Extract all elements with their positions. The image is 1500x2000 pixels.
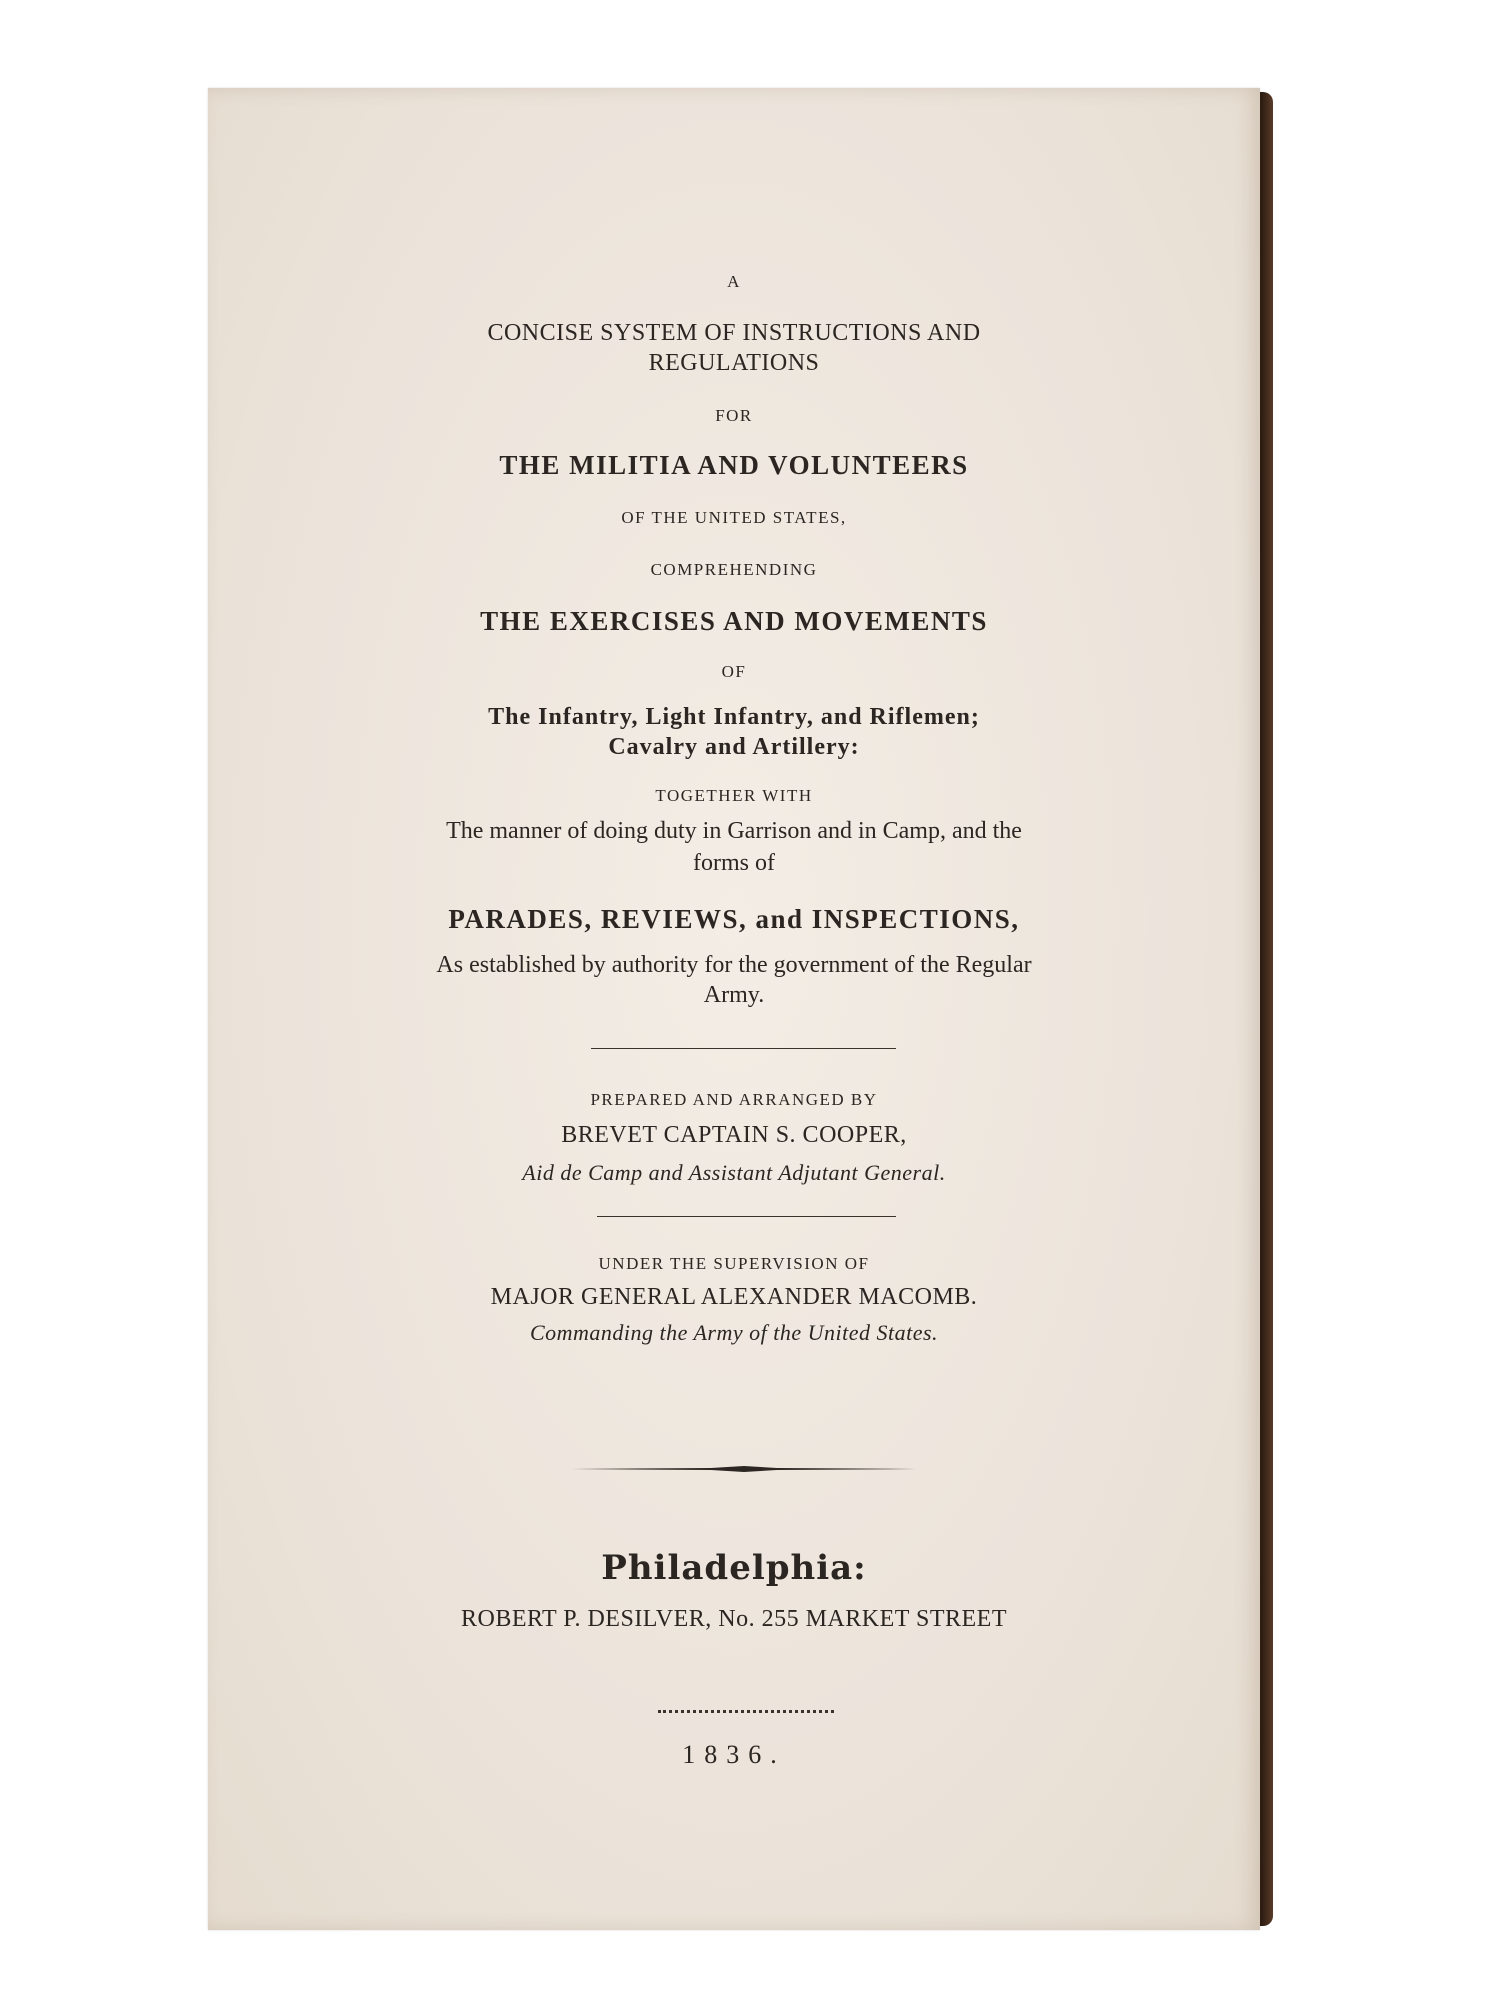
of-label: OF bbox=[721, 662, 747, 681]
of-united-states: OF THE UNITED STATES, bbox=[621, 508, 847, 527]
parades-heading: PARADES, REVIEWS, and INSPECTIONS, bbox=[448, 904, 1020, 934]
exercises-heading: THE EXERCISES AND MOVEMENTS bbox=[480, 606, 988, 636]
for-label: FOR bbox=[715, 406, 753, 425]
title-line-2: REGULATIONS bbox=[648, 350, 820, 376]
author-title: Aid de Camp and Assistant Adjutant General. bbox=[522, 1160, 946, 1185]
militia-heading: THE MILITIA AND VOLUNTEERS bbox=[499, 450, 969, 480]
together-with-label: TOGETHER WITH bbox=[655, 786, 813, 805]
title-article: A bbox=[727, 272, 741, 291]
imprint-city: Philadelphia: bbox=[601, 1548, 867, 1588]
established-line-1: As established by authority for the government of the Regular bbox=[436, 952, 1032, 978]
title-line-1: CONCISE SYSTEM OF INSTRUCTIONS AND bbox=[487, 320, 981, 346]
comprehending-label: COMPREHENDING bbox=[650, 560, 818, 579]
author-name: BREVET CAPTAIN S. COOPER, bbox=[561, 1122, 907, 1148]
title-page bbox=[208, 88, 1260, 1930]
supervisor-name: MAJOR GENERAL ALEXANDER MACOMB. bbox=[490, 1284, 978, 1310]
prepared-label: PREPARED AND ARRANGED BY bbox=[590, 1090, 878, 1109]
divider-rule-2 bbox=[597, 1216, 896, 1217]
supervisor-title: Commanding the Army of the United States. bbox=[529, 1320, 939, 1345]
supervision-label: UNDER THE SUPERVISION OF bbox=[598, 1254, 870, 1273]
ornamental-rule bbox=[571, 1466, 917, 1472]
manner-line-1: The manner of doing duty in Garrison and in Camp, and the bbox=[446, 818, 1022, 844]
publication-year: 1836. bbox=[682, 1740, 786, 1769]
publisher-line: ROBERT P. DESILVER, No. 255 MARKET STREET bbox=[460, 1606, 1007, 1632]
divider-rule-1 bbox=[591, 1048, 896, 1049]
dotted-rule bbox=[658, 1710, 834, 1717]
infantry-line-2: Cavalry and Artillery: bbox=[608, 734, 860, 760]
established-line-2: Army. bbox=[703, 982, 765, 1008]
manner-line-2: forms of bbox=[693, 850, 775, 876]
infantry-line-1: The Infantry, Light Infantry, and Riflemen; bbox=[488, 704, 980, 730]
